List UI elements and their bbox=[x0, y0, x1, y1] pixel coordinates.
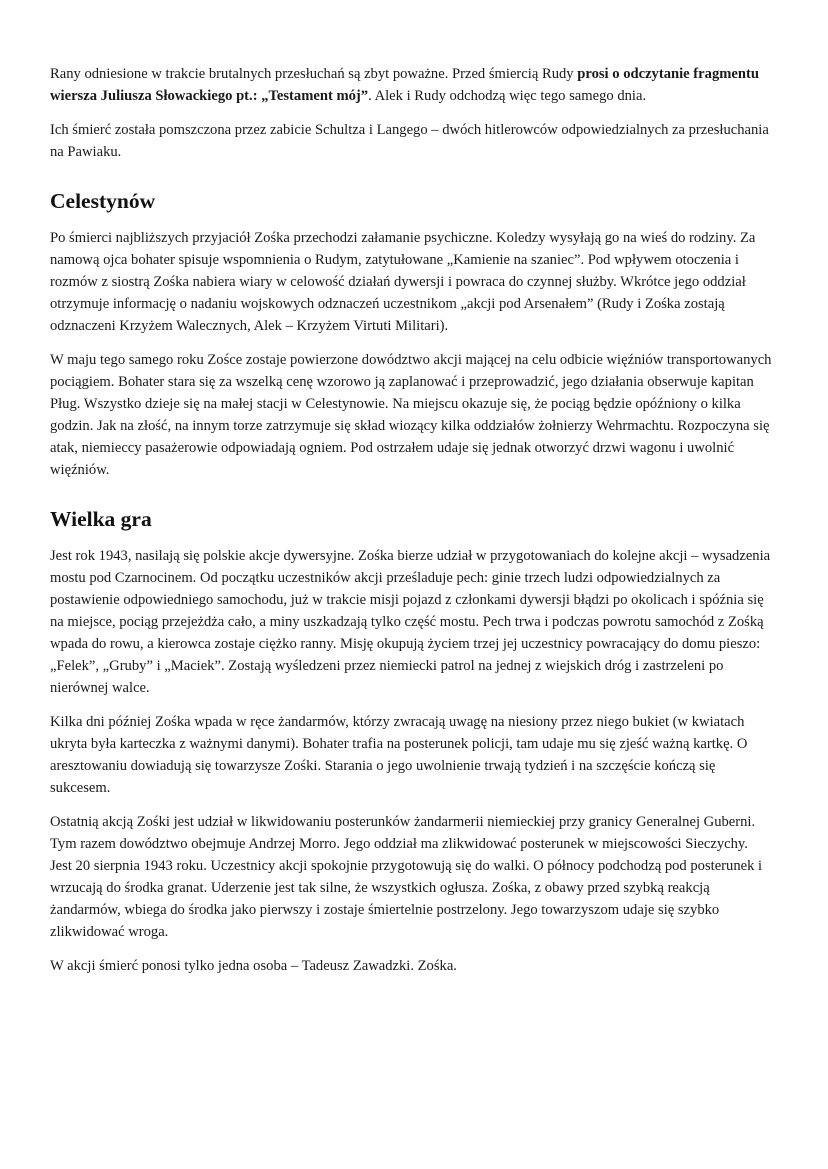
heading-celestynow: Celestynów bbox=[50, 189, 156, 213]
wielka-gra-paragraph-4: W akcji śmierć ponosi tylko jedna osoba – Tadeusz Zawadzki. Zośka. bbox=[50, 958, 457, 974]
document-page bbox=[50, 63, 772, 989]
intro-paragraph-2: Ich śmierć została pomszczona przez zabicie Schultza i Langego – dwóch hitlerowców odpowiedzialnych za przesłuchania na Pawiaku. bbox=[50, 122, 769, 160]
celestynow-paragraph-2: W maju tego samego roku Zośce zostaje powierzone dowództwo akcji mającej na celu odbicie więźniów transportowanych pociągiem. Bohater stara się za wszelką cenę wzorowo ją zaplanować i przeprowadzić, jego działania obserwuje kapitan Pług. Wszystko dzieje się na małej stacji w Celestynowie. Na miejscu okazuje się, że pociąg będzie opóźniony o kilka godzin. Jak na złość, na innym torze zatrzymuje się skład wiozący kilka oddziałów żołnierzy Wehrmachtu. Rozpoczyna się atak, niemieccy pasażerowie odpowiadają ogniem. Pod ostrzałem udaje się jednak otworzyć drzwi wagonu i uwolnić więźniów. bbox=[50, 352, 772, 478]
intro-p1-bold-text: prosi o odczytanie fragmentu wiersza Juliusza Słowackiego pt.: „Testament mój” bbox=[50, 66, 759, 104]
wielka-gra-paragraph-1: Jest rok 1943, nasilają się polskie akcje dywersyjne. Zośka bierze udział w przygotowaniach do kolejne akcji – wysadzenia mostu pod Czarnocinem. Od początku uczestników akcji prześladuje pech: ginie trzech ludzi odpowiedzialnych za postawienie odpowiedniego samochodu, już w trakcie misji pojazd z członkami dywersji błądzi po okolicach i spóźnia się na miejsce, pociąg przejeżdża cało, a miny uszkadzają tylko część mostu. Pech trwa i podczas powrotu samochód z Zośką wpada do rowu, a kierowca zostaje ciężko ranny. Misję okupują życiem trzej jej uczestnicy powracający do domu pieszo: „Felek”, „Gruby” i „Maciek”. Zostają wyśledzeni przez niemiecki patrol na jednej z wiejskich dróg i zastrzeleni po nierównej walce. bbox=[50, 548, 771, 696]
wielka-gra-paragraph-3: Ostatnią akcją Zośki jest udział w likwidowaniu posterunków żandarmerii niemieckiej przy granicy Generalnej Guberni. Tym razem dowództwo obejmuje Andrzej Morro. Jego oddział ma zlikwidować posterunek w miejscowości Sieczychy. Jest 20 sierpnia 1943 roku. Uczestnicy akcji spokojnie przygotowują się do walki. O północy podchodzą pod posterunek i wrzucają do środka granat. Uderzenie jest tak silne, że wszystkich ogłusza. Zośka, z obawy przed szybką reakcją żandarmów, wbiega do środka jako pierwszy i zostaje śmiertelnie postrzelony. Jego towarzyszom udaje się szybko zlikwidować wroga. bbox=[50, 814, 763, 940]
intro-p1-text-start: Rany odniesione w trakcie brutalnych przesłuchań są zbyt poważne. Przed śmiercią Rudy bbox=[50, 66, 578, 82]
intro-paragraph-1 bbox=[50, 63, 772, 107]
intro-p1-text-end: . Alek i Rudy odchodzą więc tego samego dnia. bbox=[368, 88, 647, 104]
celestynow-paragraph-1: Po śmierci najbliższych przyjaciół Zośka przechodzi załamanie psychiczne. Koledzy wysyłają go na wieś do rodziny. Za namową ojca bohater spisuje wspomnienia o Rudym, zatytułowane „Kamienie na szaniec”. Pod wpływem otoczenia i rozmów z siostrą Zośka nabiera wiary w celowość działań dywersji i powraca do czynnej służby. Wkrótce jego oddział otrzymuje informację o nadaniu wojskowych odznaczeń uczestnikom „akcji pod Arsenałem” (Rudy i Zośka zostają odznaczeni Krzyżem Walecznych, Alek – Krzyżem Virtuti Militari). bbox=[50, 230, 756, 334]
heading-wielka-gra: Wielka gra bbox=[50, 507, 152, 531]
wielka-gra-paragraph-2: Kilka dni później Zośka wpada w ręce żandarmów, którzy zwracają uwagę na niesiony przez niego bukiet (w kwiatach ukryta była karteczka z ważnymi danymi). Bohater trafia na posterunek policji, tam udaje mu się zjeść ważną kartkę. O aresztowaniu dowiadują się towarzysze Zośki. Starania o jego uwolnienie trwają tydzień i na szczęście kończą się sukcesem. bbox=[50, 714, 748, 796]
